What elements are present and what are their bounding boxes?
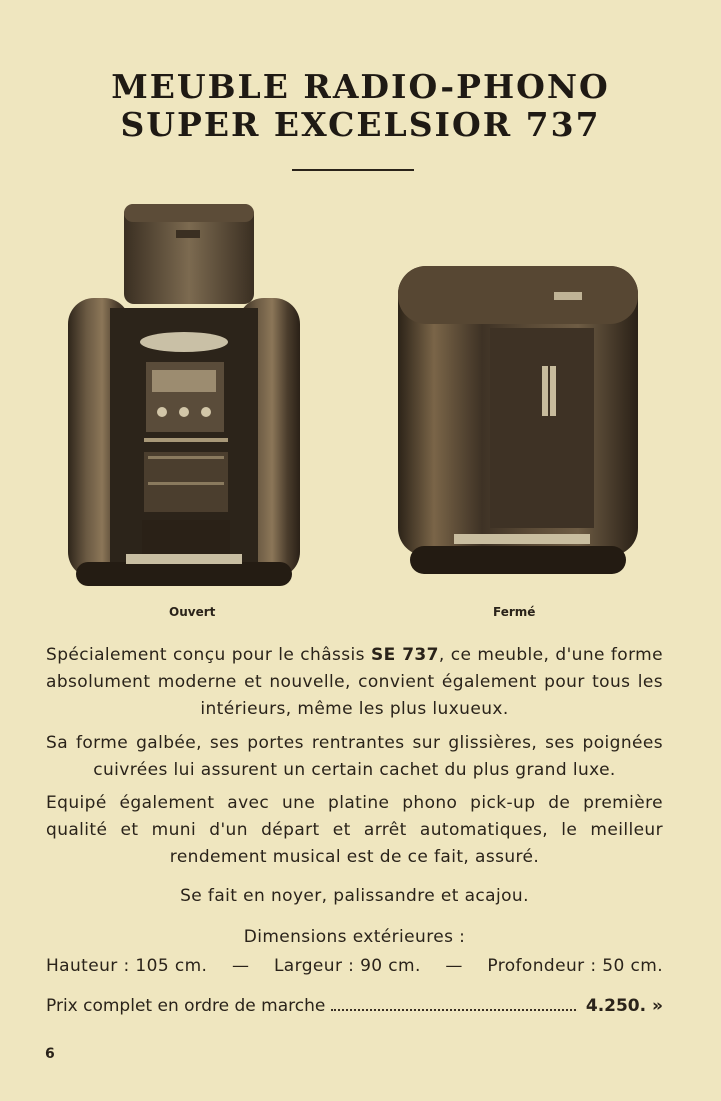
dimension-depth: Profondeur : 50 cm. bbox=[487, 956, 663, 976]
paragraph-intro bbox=[46, 642, 663, 723]
dimension-width: Largeur : 90 cm. bbox=[273, 956, 421, 976]
title-line-2: SUPER EXCELSIOR 737 bbox=[120, 105, 601, 144]
intro-text-start: Spécialement conçu pour le châssis bbox=[46, 645, 371, 665]
page-number: 6 bbox=[45, 1046, 55, 1062]
price-value: 4.250. » bbox=[585, 996, 663, 1016]
dimension-height: Hauteur : 105 cm. bbox=[46, 956, 208, 976]
dimension-separator: — bbox=[231, 956, 250, 976]
caption-open: Ouvert bbox=[169, 605, 216, 619]
paragraph-woods: Se fait en noyer, palissandre et acajou. bbox=[180, 886, 529, 906]
paragraph-design: Sa forme galbée, ses portes rentrantes sur glissières, ses poignées cuivrées lui assurent un certain cachet du plus grand luxe. bbox=[46, 733, 663, 780]
paragraph-features: Equipé également avec une platine phono pick-up de première qualité et muni d'un départ et arrêt automatiques, le meilleur rendement musical est de ce fait, assuré. bbox=[46, 793, 663, 867]
cabinet-closed-photo bbox=[394, 256, 642, 586]
title-divider bbox=[292, 169, 414, 171]
dot-leader bbox=[331, 1009, 576, 1011]
caption-closed: Fermé bbox=[493, 605, 536, 619]
intro-text-end: , ce meuble, d'une forme absolument moderne et nouvelle, convient également pour tous les intérieurs, même les plus luxueux. bbox=[46, 645, 663, 719]
cabinet-open-photo bbox=[66, 202, 302, 592]
title-line-1: MEUBLE RADIO-PHONO bbox=[111, 67, 610, 106]
dimensions-line bbox=[46, 956, 663, 976]
chassis-model: SE 737 bbox=[370, 645, 439, 665]
price-label: Prix complet en ordre de marche bbox=[46, 996, 326, 1016]
dimensions-heading: Dimensions extérieures : bbox=[243, 927, 466, 947]
price-row bbox=[46, 996, 663, 1016]
dimension-separator: — bbox=[445, 956, 463, 976]
